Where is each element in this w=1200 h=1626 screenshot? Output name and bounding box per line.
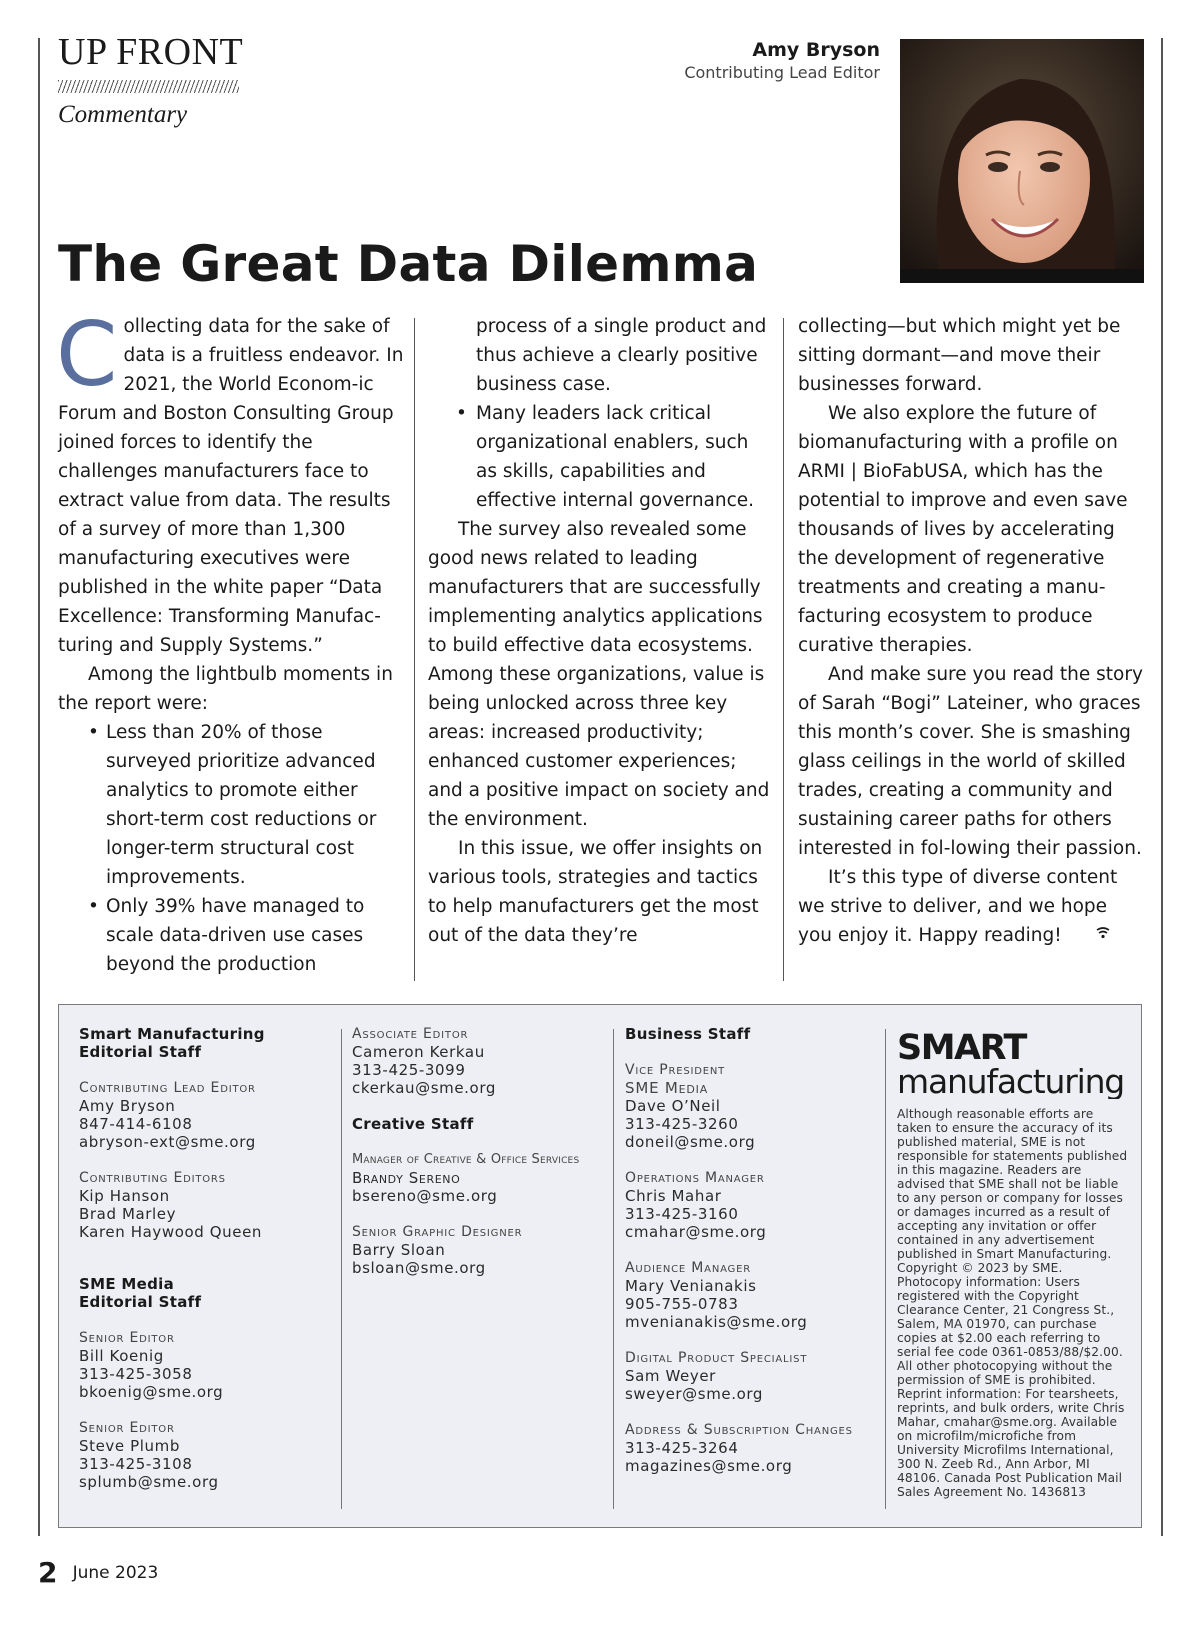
staff-name: Cameron Kerkau (352, 1043, 485, 1061)
logo-line-2: manufacturing (897, 1062, 1125, 1099)
article-column-1 (56, 303, 408, 979)
staff-email[interactable]: mvenianakis@sme.org (625, 1313, 808, 1331)
staff-email[interactable]: bsereno@sme.org (352, 1187, 498, 1205)
staff-role: Manager of Creative & Office Services (352, 1152, 580, 1167)
staff-email[interactable]: doneil@sme.org (625, 1133, 756, 1151)
staff-name: Bill Koenig (79, 1347, 164, 1365)
paragraph-text: It’s this type of diverse content we strive to deliver, and we hope you enjoy it. Happy reading! (798, 867, 1118, 946)
staff-role: Vice President (625, 1062, 726, 1078)
end-of-article-icon (1066, 921, 1110, 950)
staff-name: Sam Weyer (625, 1367, 716, 1385)
staff-entry (352, 1151, 612, 1205)
article-column-2 (428, 312, 774, 950)
bullet-item: • Only 39% have managed to scale data-driven use cases beyond the production (58, 892, 408, 979)
paragraph: In this issue, we offer insights on various tools, strategies and tactics to help manufacturers get the most out of the data they’re (428, 838, 763, 946)
staff-name: Kip Hanson (79, 1187, 170, 1205)
paragraph: Among the lightbulb moments in the report were: (58, 664, 393, 714)
staff-role: Senior Graphic Designer (352, 1224, 523, 1240)
page-right-rule (1161, 38, 1163, 1536)
brand-block (897, 1027, 1129, 1499)
staff-phone: 313-425-3160 (625, 1205, 739, 1223)
page-number: 2 (38, 1556, 58, 1589)
staff-group-title: Creative Staff (352, 1115, 474, 1133)
staff-entry (79, 1079, 329, 1151)
bullet-item: • Less than 20% of those surveyed prioritize advanced analytics to promote either short-term cost reductions or longer-term structural cost improvements. (58, 718, 408, 892)
staff-column-divider (613, 1029, 614, 1509)
logo-line-1: SMART (897, 1028, 1026, 1068)
staff-email[interactable]: magazines@sme.org (625, 1457, 793, 1475)
staff-name: Brandy Sereno (352, 1169, 461, 1187)
staff-entry (625, 1061, 895, 1151)
article-headline: The Great Data Dilemma (58, 235, 759, 293)
staff-phone: 313-425-3058 (79, 1365, 193, 1383)
issue-date: June 2023 (72, 1562, 159, 1583)
staff-phone: 847-414-6108 (79, 1115, 193, 1133)
staff-name: Amy Bryson (79, 1097, 176, 1115)
staff-email[interactable]: abryson-ext@sme.org (79, 1133, 256, 1151)
staff-entry (352, 1223, 612, 1277)
bullet-list (428, 399, 774, 515)
bullet-item: • Many leaders lack critical organizational enablers, such as skills, capabilities and effective internal governance. (428, 399, 774, 515)
byline-name: Amy Bryson (752, 39, 880, 61)
staff-email[interactable]: ckerkau@sme.org (352, 1079, 496, 1097)
staff-email[interactable]: bkoenig@sme.org (79, 1383, 224, 1401)
staff-role: Senior Editor (79, 1420, 175, 1436)
staff-role: SME Media (625, 1079, 709, 1097)
article-column-3 (798, 312, 1144, 950)
paragraph: And make sure you read the story of Sarah “Bogi” Lateiner, who graces this month’s cover. She is smashing glass ceilings in the world of skilled trades, creating a community and sustaining career paths for others interested in fol-lowing their passion. (798, 664, 1143, 859)
paragraph: collecting—but which might yet be sitting dormant—and move their businesses forward. (798, 316, 1121, 395)
staff-entry (625, 1169, 895, 1241)
staff-email[interactable]: cmahar@sme.org (625, 1223, 767, 1241)
staff-role: Operations Manager (625, 1170, 765, 1186)
staff-column-divider (341, 1029, 342, 1509)
staff-role: Associate Editor (352, 1026, 469, 1042)
section-subtitle: Commentary (58, 101, 188, 128)
staff-phone: 905-755-0783 (625, 1295, 739, 1313)
byline (684, 38, 880, 84)
staff-role: Address & Subscription Changes (625, 1422, 853, 1438)
smart-manufacturing-logo (897, 1027, 1129, 1099)
section-hatch-divider (58, 80, 239, 93)
author-portrait-photo (900, 39, 1144, 283)
page-left-rule (38, 38, 40, 1536)
staff-name: Barry Sloan (352, 1241, 446, 1259)
staff-role: Digital Product Specialist (625, 1350, 808, 1366)
staff-email[interactable]: bsloan@sme.org (352, 1259, 486, 1277)
staff-group-title: Business Staff (625, 1025, 751, 1043)
bullet-continuation: process of a single product and thus achieve a clearly positive business case. (476, 316, 767, 395)
paragraph-text: ollecting data for the sake of data is a fruitless endeavor. In 2021, the World Econom-ic Forum and Boston Consulting Group joined forces to identify the challenges manufacturers face to extract value from data. The results of a survey of more than 1,300 manufacturing executives were published in the white paper “Data Excellence: Transforming Manufac-turing and Supply Systems.” (58, 316, 404, 656)
byline-role: Contributing Lead Editor (684, 63, 880, 82)
dropcap: C (56, 303, 118, 406)
section-header (58, 30, 243, 129)
staff-role: Senior Editor (79, 1330, 175, 1346)
staff-email[interactable]: splumb@sme.org (79, 1473, 219, 1491)
author-portrait (900, 39, 1144, 283)
staff-group-title: SME Media Editorial Staff (79, 1275, 202, 1311)
staff-phone: 313-425-3108 (79, 1455, 193, 1473)
staff-name: Steve Plumb (79, 1437, 180, 1455)
staff-entry (625, 1259, 895, 1331)
page-footer (38, 1556, 158, 1589)
staff-entry (625, 1349, 895, 1403)
staff-role: Contributing Lead Editor (79, 1080, 256, 1096)
bullet-list (58, 718, 408, 979)
section-title: UP FRONT (58, 31, 244, 73)
brand-divider (885, 1029, 886, 1509)
legal-disclaimer: Although reasonable efforts are taken to ensure the accuracy of its published material, SME is not responsible for statements published in this magazine. Readers are advised that SME shall not be liable to any person or company for losses or damages incurred as a result of accepting any invitation or offer contained in any advertisement published in Smart Manufacturing. Copyright © 2023 by SME. Photocopy information: Users registered with the Copyright Clearance Center, 21 Congress St., Salem, MA 01970, can purchase copies at $2.00 each referring to serial fee code 0361-0853/88/$2.00. All other photocopying without the permission of SME is prohibited. Reprint information: For tearsheets, reprints, and bulk orders, write Chris Mahar, cmahar@sme.org. Available on microfilm/microfiche from University Microfilms International, 300 N. Zeeb Rd., Ann Arbor, MI 48106. Canada Post Publication Mail Sales Agreement No. 1436813 (897, 1107, 1128, 1499)
staff-name: Dave O’Neil (625, 1097, 721, 1115)
staff-phone: 313-425-3260 (625, 1115, 739, 1133)
staff-entry (79, 1419, 329, 1491)
staff-entry (79, 1329, 329, 1401)
masthead-staff-box (58, 1004, 1142, 1528)
staff-name: Chris Mahar (625, 1187, 722, 1205)
staff-name: Brad Marley (79, 1205, 177, 1223)
staff-entry (79, 1169, 329, 1241)
paragraph: The survey also revealed some good news related to leading manufacturers that are successfully implementing analytics applications to build effective data ecosystems. Among these organizations, value is being unlocked across three key areas: increased productivity; enhanced customer experiences; and a positive impact on society and the environment. (428, 519, 770, 830)
column-divider (783, 318, 784, 981)
staff-role: Audience Manager (625, 1260, 751, 1276)
staff-column-2 (352, 1025, 612, 1295)
staff-column-1 (79, 1025, 329, 1509)
paragraph (56, 303, 408, 660)
staff-email[interactable]: sweyer@sme.org (625, 1385, 764, 1403)
staff-phone: 313-425-3264 (625, 1439, 739, 1457)
staff-entry (625, 1421, 895, 1475)
paragraph: We also explore the future of biomanufacturing with a profile on ARMI | BioFabUSA, which has the potential to improve and even save thousands of lives by accelerating the development of regenerative treatments and creating a manu-facturing ecosystem to produce curative therapies. (798, 403, 1128, 656)
staff-entry (352, 1025, 612, 1097)
staff-name: Mary Venianakis (625, 1277, 757, 1295)
paragraph (798, 863, 1144, 950)
staff-group-title: Smart Manufacturing Editorial Staff (79, 1025, 265, 1061)
staff-column-3 (625, 1025, 895, 1493)
staff-name: Karen Haywood Queen (79, 1223, 263, 1241)
staff-phone: 313-425-3099 (352, 1061, 466, 1079)
staff-role: Contributing Editors (79, 1170, 226, 1186)
column-divider (414, 318, 415, 981)
